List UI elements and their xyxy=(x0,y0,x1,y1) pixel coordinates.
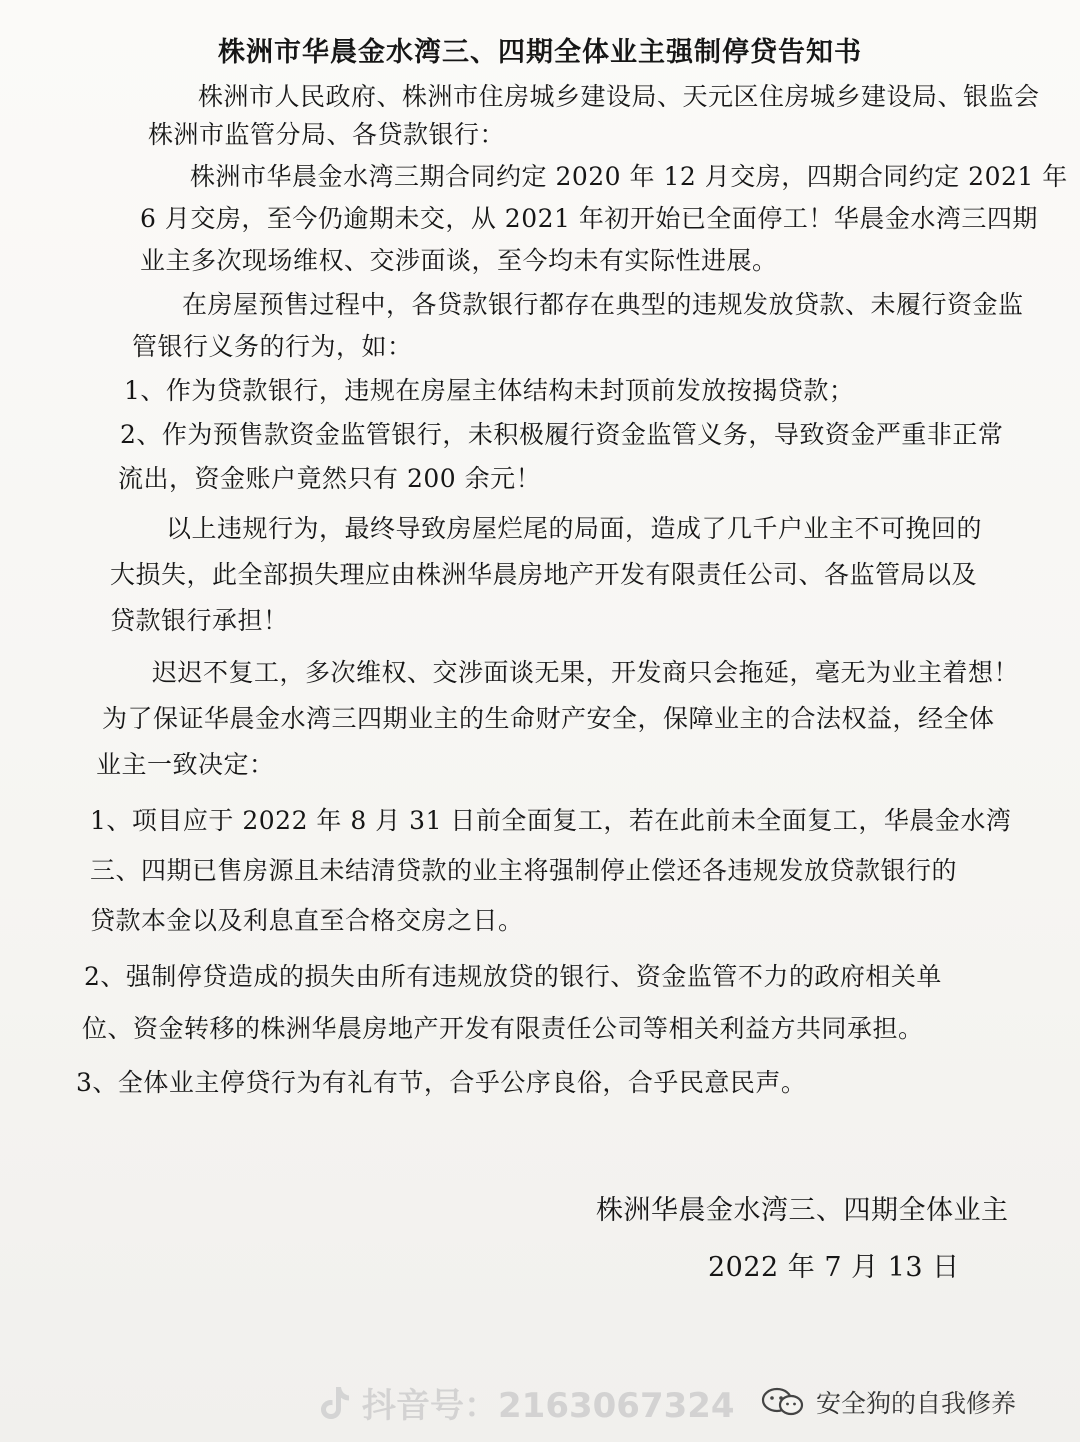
signature-date: 2022 年 7 月 13 日 xyxy=(708,1252,960,1283)
body-line: 以上违规行为，最终导致房屋烂尾的局面，造成了几千户业主不可挽回的 xyxy=(166,514,983,543)
tiktok-icon xyxy=(318,1384,352,1422)
body-line: 大损失，此全部损失理应由株洲华晨房地产开发有限责任公司、各监管局以及 xyxy=(110,560,978,589)
douyin-watermark xyxy=(318,1378,735,1427)
body-line: 贷款本金以及利息直至合格交房之日。 xyxy=(90,906,524,935)
document-title: 株洲市华晨金水湾三、四期全体业主强制停贷告知书 xyxy=(218,37,862,68)
addressee-line-1: 株洲市人民政府、株洲市住房城乡建设局、天元区住房城乡建设局、银监会 xyxy=(198,82,1040,111)
body-line: 位、资金转移的株洲华晨房地产开发有限责任公司等相关利益方共同承担。 xyxy=(82,1014,924,1043)
body-line: 1、作为贷款银行，违规在房屋主体结构未封顶前发放按揭贷款； xyxy=(124,376,855,405)
body-line: 6 月交房，至今仍逾期未交，从 2021 年初开始已全面停工！华晨金水湾三四期 xyxy=(140,204,1038,233)
body-line: 三、四期已售房源且未结清贷款的业主将强制停止偿还各违规发放贷款银行的 xyxy=(90,856,958,885)
body-line: 在房屋预售过程中，各贷款银行都存在典型的违规发放贷款、未履行资金监 xyxy=(182,290,1024,319)
body-line: 管银行义务的行为，如： xyxy=(132,332,413,361)
douyin-id-text: 抖音号：2163067324 xyxy=(362,1386,735,1426)
wechat-account-text: 安全狗的自我修养 xyxy=(816,1389,1017,1418)
body-line: 为了保证华晨金水湾三四期业主的生命财产安全，保障业主的合法权益，经全体 xyxy=(102,704,995,733)
body-line: 1、项目应于 2022 年 8 月 31 日前全面复工，若在此前未全面复工，华晨金水湾 xyxy=(90,806,1012,835)
body-line: 业主一致决定： xyxy=(96,750,275,779)
body-line: 贷款银行承担！ xyxy=(110,606,289,635)
body-line: 流出，资金账户竟然只有 200 余元！ xyxy=(118,464,542,493)
body-line: 2、强制停贷造成的损失由所有违规放贷的银行、资金监管不力的政府相关单 xyxy=(84,962,942,991)
wechat-watermark xyxy=(760,1384,1016,1420)
body-line: 株洲市华晨金水湾三期合同约定 2020 年 12 月交房，四期合同约定 2021 年 xyxy=(190,162,1068,191)
body-line: 迟迟不复工，多次维权、交涉面谈无果，开发商只会拖延，毫无为业主着想！ xyxy=(152,658,1020,687)
signature: 株洲华晨金水湾三、四期全体业主 xyxy=(596,1195,1009,1226)
body-line: 2、作为预售款资金监管银行，未积极履行资金监管义务，导致资金严重非正常 xyxy=(120,420,1004,449)
body-line: 业主多次现场维权、交涉面谈，至今均未有实际性进展。 xyxy=(140,246,778,275)
addressee-line-2: 株洲市监管分局、各贷款银行： xyxy=(148,120,506,149)
wechat-icon xyxy=(760,1387,806,1417)
body-line: 3、全体业主停贷行为有礼有节，合乎公序良俗，合乎民意民声。 xyxy=(76,1068,807,1097)
